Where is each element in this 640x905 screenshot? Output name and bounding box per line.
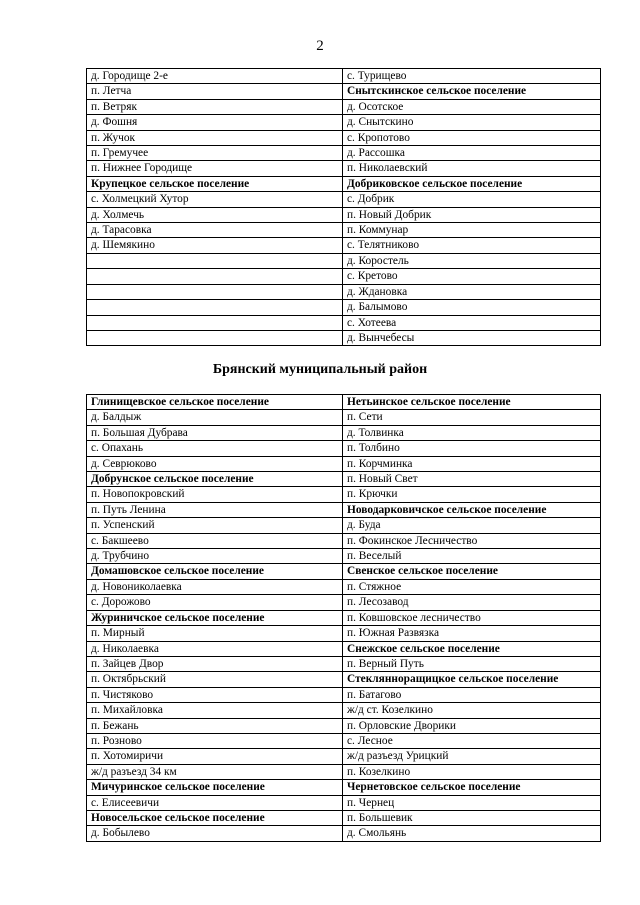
settlement-cell: д. Тарасовка <box>87 223 343 238</box>
table-row <box>87 330 601 345</box>
table-row <box>87 472 601 487</box>
settlement-cell: д. Снытскино <box>343 115 601 130</box>
settlement-cell <box>87 330 343 345</box>
settlement-cell: с. Кретово <box>343 269 601 284</box>
settlement-cell: с. Телятниково <box>343 238 601 253</box>
settlement-header-cell: Добриковское сельское поселение <box>343 176 601 191</box>
settlement-cell: п. Мирный <box>87 626 343 641</box>
settlement-cell: п. Нижнее Городище <box>87 161 343 176</box>
table-row <box>87 780 601 795</box>
settlement-cell: п. Хотомиричи <box>87 749 343 764</box>
table-row <box>87 146 601 161</box>
table-row <box>87 300 601 315</box>
settlement-header-cell: Добрунское сельское поселение <box>87 472 343 487</box>
settlement-cell: с. Добрик <box>343 192 601 207</box>
table-row <box>87 687 601 702</box>
table-row <box>87 441 601 456</box>
table-row <box>87 610 601 625</box>
table-row <box>87 533 601 548</box>
settlement-cell: д. Смольянь <box>343 826 601 841</box>
table-row <box>87 130 601 145</box>
settlement-cell: п. Путь Ленина <box>87 502 343 517</box>
settlement-cell: с. Турищево <box>343 69 601 84</box>
settlement-cell: д. Трубчино <box>87 549 343 564</box>
table-row <box>87 703 601 718</box>
settlement-cell: п. Орловские Дворики <box>343 718 601 733</box>
section-title: Брянский муниципальный район <box>212 362 428 377</box>
settlement-cell: ж/д ст. Козелкино <box>343 703 601 718</box>
table-row <box>87 795 601 810</box>
settlement-cell: п. Летча <box>87 84 343 99</box>
settlement-cell: п. Николаевский <box>343 161 601 176</box>
settlement-cell: с. Бакшеево <box>87 533 343 548</box>
settlement-header-cell: Глинищевское сельское поселение <box>87 395 343 410</box>
settlement-header-cell: Домашовское сельское поселение <box>87 564 343 579</box>
settlement-cell: д. Ждановка <box>343 284 601 299</box>
table-row <box>87 69 601 84</box>
settlement-cell: д. Вынчебесы <box>343 330 601 345</box>
settlement-cell: п. Крючки <box>343 487 601 502</box>
settlement-header-cell: Чернетовское сельское поселение <box>343 780 601 795</box>
table-row <box>87 810 601 825</box>
settlement-cell: п. Новый Добрик <box>343 207 601 222</box>
table-row <box>87 595 601 610</box>
settlement-cell: д. Шемякино <box>87 238 343 253</box>
table-row <box>87 502 601 517</box>
settlement-cell: п. Фокинское Лесничество <box>343 533 601 548</box>
settlement-cell: п. Коммунар <box>343 223 601 238</box>
settlement-cell: д. Буда <box>343 518 601 533</box>
settlement-cell: д. Николаевка <box>87 641 343 656</box>
settlement-cell: п. Козелкино <box>343 764 601 779</box>
table-row <box>87 253 601 268</box>
table-row <box>87 223 601 238</box>
table-row <box>87 315 601 330</box>
settlement-cell: д. Осотское <box>343 99 601 114</box>
settlement-cell: п. Зайцев Двор <box>87 656 343 671</box>
table-row <box>87 579 601 594</box>
settlement-cell: п. Гремучее <box>87 146 343 161</box>
settlement-cell: п. Корчминка <box>343 456 601 471</box>
settlement-cell: с. Холмецкий Хутор <box>87 192 343 207</box>
table-row <box>87 410 601 425</box>
settlement-cell <box>87 269 343 284</box>
settlement-cell: с. Опахань <box>87 441 343 456</box>
settlement-cell: ж/д разъезд Урицкий <box>343 749 601 764</box>
table-row <box>87 192 601 207</box>
settlement-cell: с. Кропотово <box>343 130 601 145</box>
table-row <box>87 718 601 733</box>
table-row <box>87 456 601 471</box>
settlement-cell: с. Хотеева <box>343 315 601 330</box>
settlement-cell: п. Большевик <box>343 810 601 825</box>
table-row <box>87 626 601 641</box>
table-row <box>87 826 601 841</box>
settlement-cell: п. Чистяково <box>87 687 343 702</box>
settlement-cell: с. Дорожово <box>87 595 343 610</box>
table-row <box>87 238 601 253</box>
settlement-cell: д. Толвинка <box>343 425 601 440</box>
settlement-header-cell: Свенское сельское поселение <box>343 564 601 579</box>
settlement-cell: д. Холмечь <box>87 207 343 222</box>
table-row <box>87 176 601 191</box>
table-row <box>87 207 601 222</box>
table-row <box>87 269 601 284</box>
settlement-cell <box>87 315 343 330</box>
table-row <box>87 564 601 579</box>
table-row <box>87 749 601 764</box>
settlement-cell: п. Стяжное <box>343 579 601 594</box>
settlement-cell: п. Большая Дубрава <box>87 425 343 440</box>
settlement-cell: п. Сети <box>343 410 601 425</box>
settlement-cell: п. Верный Путь <box>343 656 601 671</box>
settlement-header-cell: Снытскинское сельское поселение <box>343 84 601 99</box>
page-number: 2 <box>316 38 324 54</box>
settlement-cell: ж/д разъезд 34 км <box>87 764 343 779</box>
settlement-cell: д. Новониколаевка <box>87 579 343 594</box>
settlement-cell: д. Балымово <box>343 300 601 315</box>
settlement-cell: п. Батагово <box>343 687 601 702</box>
settlement-cell: д. Коростель <box>343 253 601 268</box>
settlement-cell: п. Толбино <box>343 441 601 456</box>
table-row <box>87 115 601 130</box>
table-row <box>87 672 601 687</box>
settlement-cell: п. Южная Развязка <box>343 626 601 641</box>
table-row <box>87 518 601 533</box>
table-row <box>87 487 601 502</box>
settlement-cell: с. Елисеевичи <box>87 795 343 810</box>
settlement-header-cell: Мичуринское сельское поселение <box>87 780 343 795</box>
settlement-cell: д. Рассошка <box>343 146 601 161</box>
settlement-cell: д. Городище 2-е <box>87 69 343 84</box>
table-row <box>87 395 601 410</box>
settlement-header-cell: Стеклянноращицкое сельское поселение <box>343 672 601 687</box>
settlement-cell: п. Михайловка <box>87 703 343 718</box>
settlement-cell: п. Новопокровский <box>87 487 343 502</box>
settlement-cell: п. Ветряк <box>87 99 343 114</box>
settlement-cell: п. Жучок <box>87 130 343 145</box>
settlement-cell <box>87 300 343 315</box>
settlement-cell: п. Бежань <box>87 718 343 733</box>
settlement-cell <box>87 253 343 268</box>
settlement-cell: п. Лесозавод <box>343 595 601 610</box>
table-row <box>87 99 601 114</box>
settlement-cell: п. Чернец <box>343 795 601 810</box>
table-row <box>87 284 601 299</box>
settlements-table-1 <box>86 68 601 346</box>
settlement-header-cell: Крупецкое сельское поселение <box>87 176 343 191</box>
settlement-cell: п. Розново <box>87 733 343 748</box>
table-row <box>87 161 601 176</box>
settlement-cell: д. Фошня <box>87 115 343 130</box>
settlement-cell <box>87 284 343 299</box>
settlement-header-cell: Новосельское сельское поселение <box>87 810 343 825</box>
settlement-header-cell: Новодарковичское сельское поселение <box>343 502 601 517</box>
settlement-header-cell: Журиничское сельское поселение <box>87 610 343 625</box>
table-row <box>87 549 601 564</box>
settlement-cell: д. Балдыж <box>87 410 343 425</box>
settlement-cell: п. Ковшовское лесничество <box>343 610 601 625</box>
table-row <box>87 733 601 748</box>
settlements-table-2 <box>86 394 601 842</box>
table-row <box>87 84 601 99</box>
settlement-cell: п. Веселый <box>343 549 601 564</box>
settlement-cell: п. Успенский <box>87 518 343 533</box>
settlement-cell: с. Лесное <box>343 733 601 748</box>
settlement-cell: д. Бобылево <box>87 826 343 841</box>
settlement-header-cell: Нетьинское сельское поселение <box>343 395 601 410</box>
table-row <box>87 425 601 440</box>
settlement-cell: д. Севрюково <box>87 456 343 471</box>
table-row <box>87 764 601 779</box>
settlement-header-cell: Снежское сельское поселение <box>343 641 601 656</box>
table-row <box>87 656 601 671</box>
settlement-cell: п. Новый Свет <box>343 472 601 487</box>
table-row <box>87 641 601 656</box>
settlement-cell: п. Октябрьский <box>87 672 343 687</box>
